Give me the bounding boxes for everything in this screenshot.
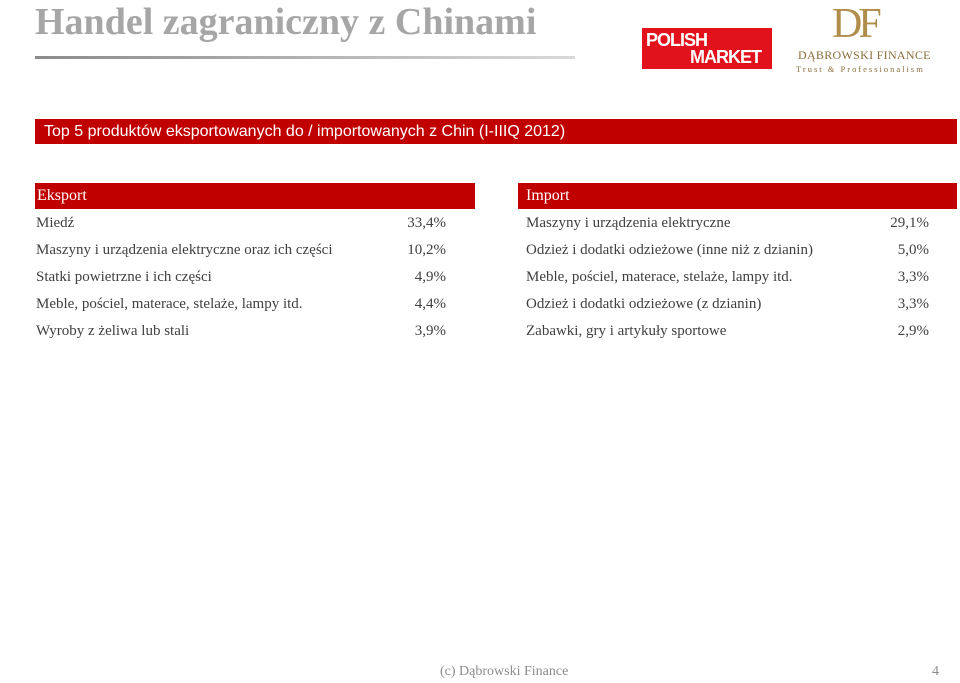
export-row bbox=[35, 210, 475, 237]
export-column bbox=[35, 183, 475, 345]
export-list bbox=[35, 209, 475, 345]
import-row-value: 2,9% bbox=[897, 323, 929, 339]
polish-market-logo bbox=[642, 28, 772, 69]
export-row-name: Maszyny i urządzenia elektryczne oraz ich części bbox=[36, 242, 333, 258]
export-header: Eksport bbox=[35, 183, 475, 209]
import-column bbox=[518, 183, 957, 345]
export-row bbox=[35, 291, 475, 318]
dabrowski-finance-logo bbox=[792, 2, 942, 76]
polish-market-logo-line1: POLISH bbox=[646, 30, 708, 50]
import-row-name: Maszyny i urządzenia elektryczne bbox=[526, 215, 731, 231]
export-row-value: 10,2% bbox=[407, 242, 446, 258]
import-row bbox=[518, 237, 957, 264]
df-company-name: DĄBROWSKI FINANCE bbox=[798, 48, 931, 62]
export-row-value: 4,9% bbox=[414, 269, 446, 285]
import-row-name: Meble, pościel, materace, stelaże, lampy itd. bbox=[526, 269, 793, 285]
export-row bbox=[35, 264, 475, 291]
export-row-value: 4,4% bbox=[414, 296, 446, 312]
df-tagline: Trust & Professionalism bbox=[796, 64, 925, 74]
import-list bbox=[518, 209, 957, 345]
df-monogram: DF bbox=[832, 1, 878, 47]
export-row-name: Meble, pościel, materace, stelaże, lampy itd. bbox=[36, 296, 303, 312]
export-row-value: 33,4% bbox=[407, 215, 446, 231]
import-row bbox=[518, 318, 957, 345]
subtitle-bar bbox=[35, 119, 957, 144]
export-row-value: 3,9% bbox=[414, 323, 446, 339]
export-row-name: Miedź bbox=[36, 215, 75, 231]
export-row bbox=[35, 318, 475, 345]
import-row bbox=[518, 291, 957, 318]
import-row-name: Odzież i dodatki odzieżowe (z dzianin) bbox=[526, 296, 762, 312]
import-row-value: 3,3% bbox=[897, 296, 929, 312]
import-row-value: 5,0% bbox=[897, 242, 929, 258]
page-number: 4 bbox=[932, 664, 939, 679]
export-row bbox=[35, 237, 475, 264]
import-row bbox=[518, 210, 957, 237]
polish-market-logo-line2: MARKET bbox=[690, 47, 761, 67]
slide-title: Handel zagraniczny z Chinami bbox=[35, 1, 537, 43]
footer-copyright: (c) Dąbrowski Finance bbox=[440, 664, 569, 679]
import-row-value: 3,3% bbox=[897, 269, 929, 285]
import-row bbox=[518, 264, 957, 291]
import-header: Import bbox=[518, 183, 957, 209]
import-row-name: Odzież i dodatki odzieżowe (inne niż z dzianin) bbox=[526, 242, 813, 258]
import-row-name: Zabawki, gry i artykuły sportowe bbox=[526, 323, 727, 339]
import-row-value: 29,1% bbox=[890, 215, 929, 231]
export-row-name: Wyroby z żeliwa lub stali bbox=[36, 323, 190, 339]
title-underline bbox=[35, 56, 575, 59]
export-row-name: Statki powietrzne i ich części bbox=[36, 269, 212, 285]
subtitle-text: Top 5 produktów eksportowanych do / importowanych z Chin (I-IIIQ 2012) bbox=[44, 123, 566, 140]
